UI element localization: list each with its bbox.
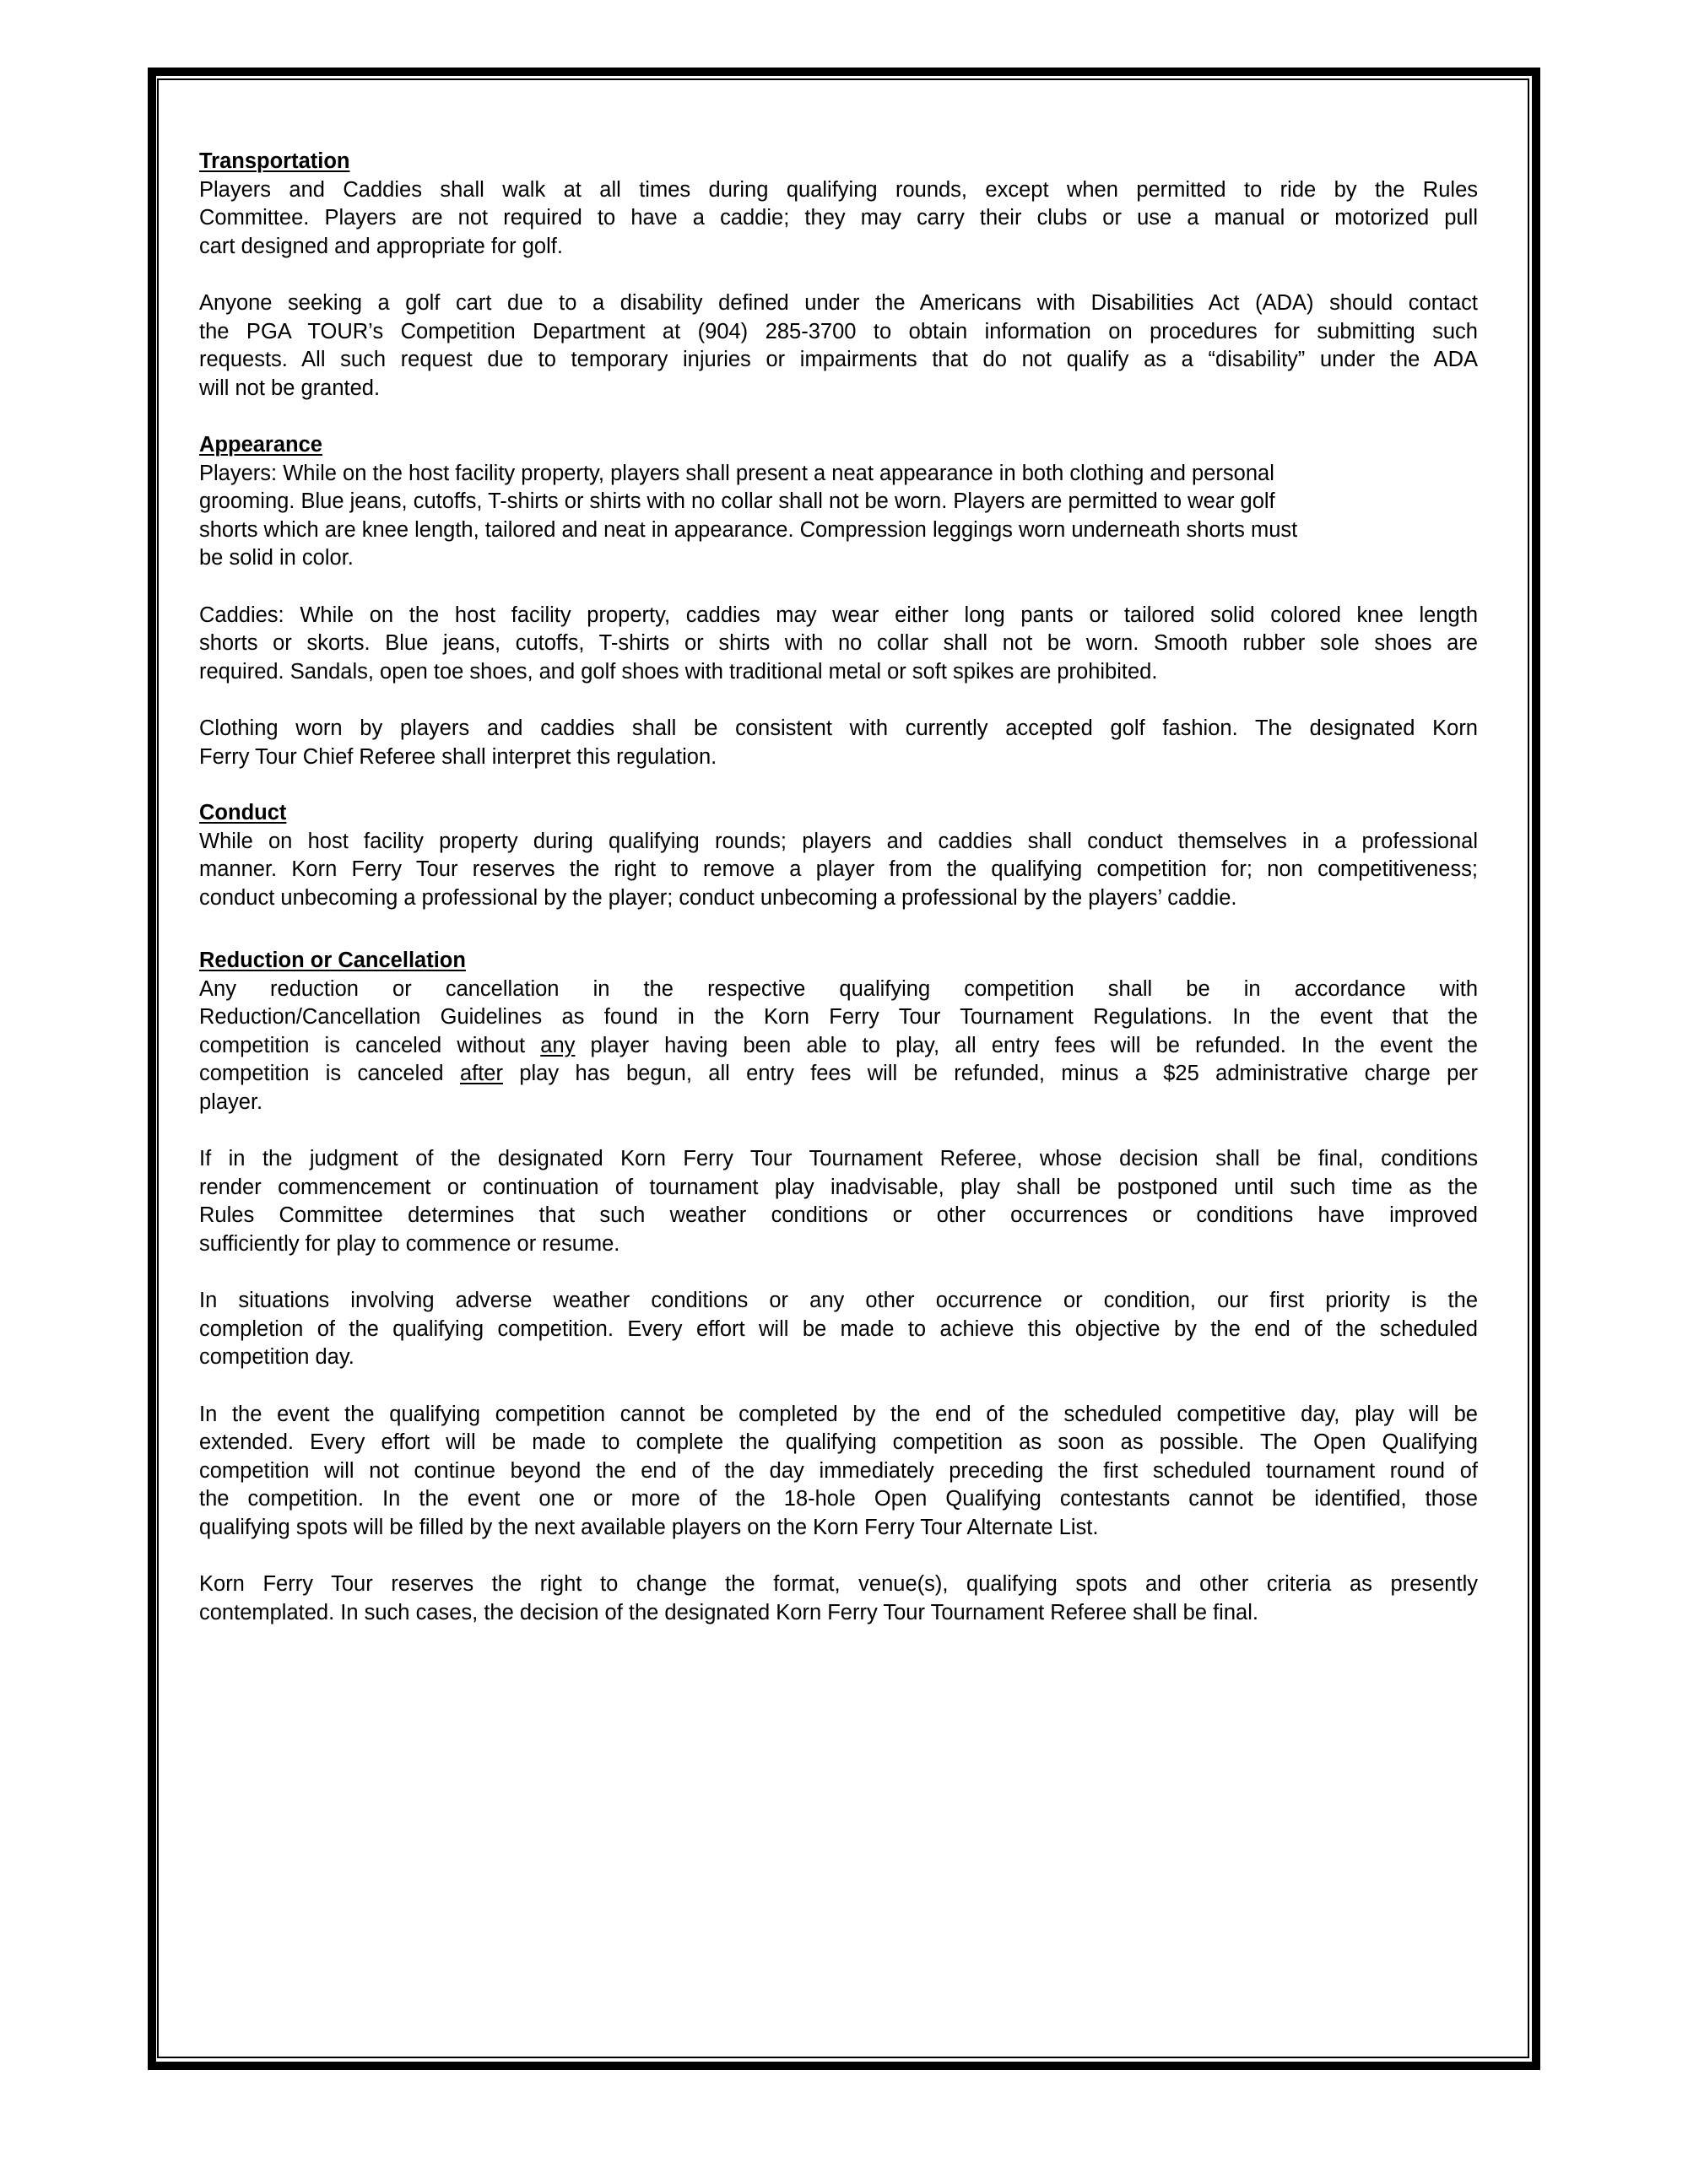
text-line: contemplated. In such cases, the decision of the designated Korn Ferry Tour Tournament Referee shall be final.: [199, 1600, 1258, 1624]
section-heading: Reduction or Cancellation: [199, 949, 466, 972]
paragraph: [199, 828, 1478, 913]
text-line: be solid in color.: [199, 546, 354, 570]
text-line: sufficiently for play to commence or resume.: [199, 1231, 620, 1256]
text-line: shorts or skorts. Blue jeans, cutoffs, T-shirts or shirts with no collar shall not be worn. Smooth rubber sole shoes are: [199, 631, 1478, 656]
text-line: Reduction/Cancellation Guidelines as found in the Korn Ferry Tour Tournament Regulations. In the event that the: [199, 1005, 1478, 1030]
text-line: In the event the qualifying competition cannot be completed by the end of the scheduled competitive day, play will be: [199, 1402, 1478, 1426]
text-line: Anyone seeking a golf cart due to a disability defined under the Americans with Disabilities Act (ADA) should contact: [199, 290, 1478, 315]
text-line: completion of the qualifying competition. Every effort will be made to achieve this objective by the end of the scheduled: [199, 1316, 1478, 1341]
text-line: [199, 1060, 1478, 1089]
text-line: shorts which are knee length, tailored and neat in appearance. Compression leggings worn underneath shorts must: [199, 517, 1298, 542]
section-heading: Conduct: [199, 801, 287, 824]
section-appearance: [199, 431, 1478, 771]
section-reduction-or-cancellation: [199, 947, 1478, 1627]
paragraph: [199, 289, 1478, 403]
text-line: qualifying spots will be filled by the next available players on the Korn Ferry Tour Alternate List.: [199, 1515, 1099, 1539]
text-line: While on host facility property during qualifying rounds; players and caddies shall conduct themselves in a professional: [199, 829, 1478, 853]
underlined-text: any: [540, 1033, 576, 1057]
text-segment: competition is canceled: [199, 1062, 460, 1086]
section-heading: Transportation: [199, 149, 350, 173]
text-segment: play has begun, all entry fees will be refunded, minus a $25 administrative charge per: [502, 1062, 1478, 1086]
paragraph: [199, 176, 1478, 262]
text-line: Clothing worn by players and caddies shall be consistent with currently accepted golf fashion. The designated Korn: [199, 716, 1478, 740]
text-line: Any reduction or cancellation in the respective qualifying competition shall be in accordance with: [199, 976, 1478, 1001]
section-conduct: [199, 799, 1478, 912]
text-line: If in the judgment of the designated Korn Ferry Tour Tournament Referee, whose decision shall be final, conditions: [199, 1147, 1478, 1171]
text-line: required. Sandals, open toe shoes, and golf shoes with traditional metal or soft spikes are prohibited.: [199, 659, 1158, 684]
text-line: In situations involving adverse weather conditions or any other occurrence or condition, our first priority is the: [199, 1289, 1478, 1313]
text-line: competition day.: [199, 1345, 354, 1370]
text-line: grooming. Blue jeans, cutoffs, T-shirts or shirts with no collar shall not be worn. Players are permitted to wear golf: [199, 489, 1275, 514]
text-line: render commencement or continuation of tournament play inadvisable, play shall be postponed until such time as the: [199, 1175, 1478, 1199]
text-line: Caddies: While on the host facility property, caddies may wear either long pants or tailored solid colored knee length: [199, 603, 1478, 627]
text-line: player.: [199, 1089, 263, 1114]
text-line: [199, 1032, 1478, 1061]
paragraph: [199, 1401, 1478, 1543]
underlined-text: after: [459, 1062, 503, 1086]
text-line: Committee. Players are not required to have a caddie; they may carry their clubs or use a manual or motorized pull: [199, 206, 1478, 230]
text-line: Players: While on the host facility property, players shall present a neat appearance in both clothing and personal: [199, 461, 1274, 485]
paragraph: [199, 1570, 1478, 1627]
text-line: conduct unbecoming a professional by the player; conduct unbecoming a professional by the players’ caddie.: [199, 885, 1237, 910]
text-line: Korn Ferry Tour reserves the right to change the format, venue(s), qualifying spots and other criteria as presently: [199, 1572, 1478, 1597]
text-line: manner. Korn Ferry Tour reserves the right to remove a player from the qualifying competition for; non competitiveness;: [199, 857, 1478, 882]
text-line: Players and Caddies shall walk at all times during qualifying rounds, except when permitted to ride by the Rules: [199, 177, 1478, 202]
paragraph: [199, 1287, 1478, 1372]
section-heading: Appearance: [199, 433, 322, 457]
paragraph: [199, 1145, 1478, 1258]
text-segment: player having been able to play, all entry fees will be refunded. In the event the: [575, 1033, 1478, 1057]
paragraph: [199, 460, 1478, 573]
paragraph: [199, 976, 1478, 1117]
text-segment: competition is canceled without: [199, 1033, 541, 1057]
text-line: competition will not continue beyond the end of the day immediately preceding the first scheduled tournament round of: [199, 1458, 1478, 1483]
section-transportation: [199, 148, 1478, 403]
text-line: the PGA TOUR’s Competition Department at (904) 285-3700 to obtain information on procedures for submitting such: [199, 319, 1478, 343]
text-line: extended. Every effort will be made to complete the qualifying competition as soon as possible. The Open Qualifying: [199, 1430, 1478, 1455]
text-line: the competition. In the event one or more of the 18-hole Open Qualifying contestants cannot be identified, those: [199, 1487, 1478, 1511]
text-line: requests. All such request due to temporary injuries or impairments that do not qualify as a “disability” under the ADA: [199, 348, 1478, 372]
text-line: will not be granted.: [199, 376, 381, 400]
text-line: cart designed and appropriate for golf.: [199, 234, 563, 258]
text-line: Ferry Tour Chief Referee shall interpret this regulation.: [199, 744, 717, 769]
text-line: Rules Committee determines that such weather conditions or other occurrences or conditions have improved: [199, 1203, 1478, 1228]
paragraph: [199, 602, 1478, 687]
paragraph: [199, 715, 1478, 771]
